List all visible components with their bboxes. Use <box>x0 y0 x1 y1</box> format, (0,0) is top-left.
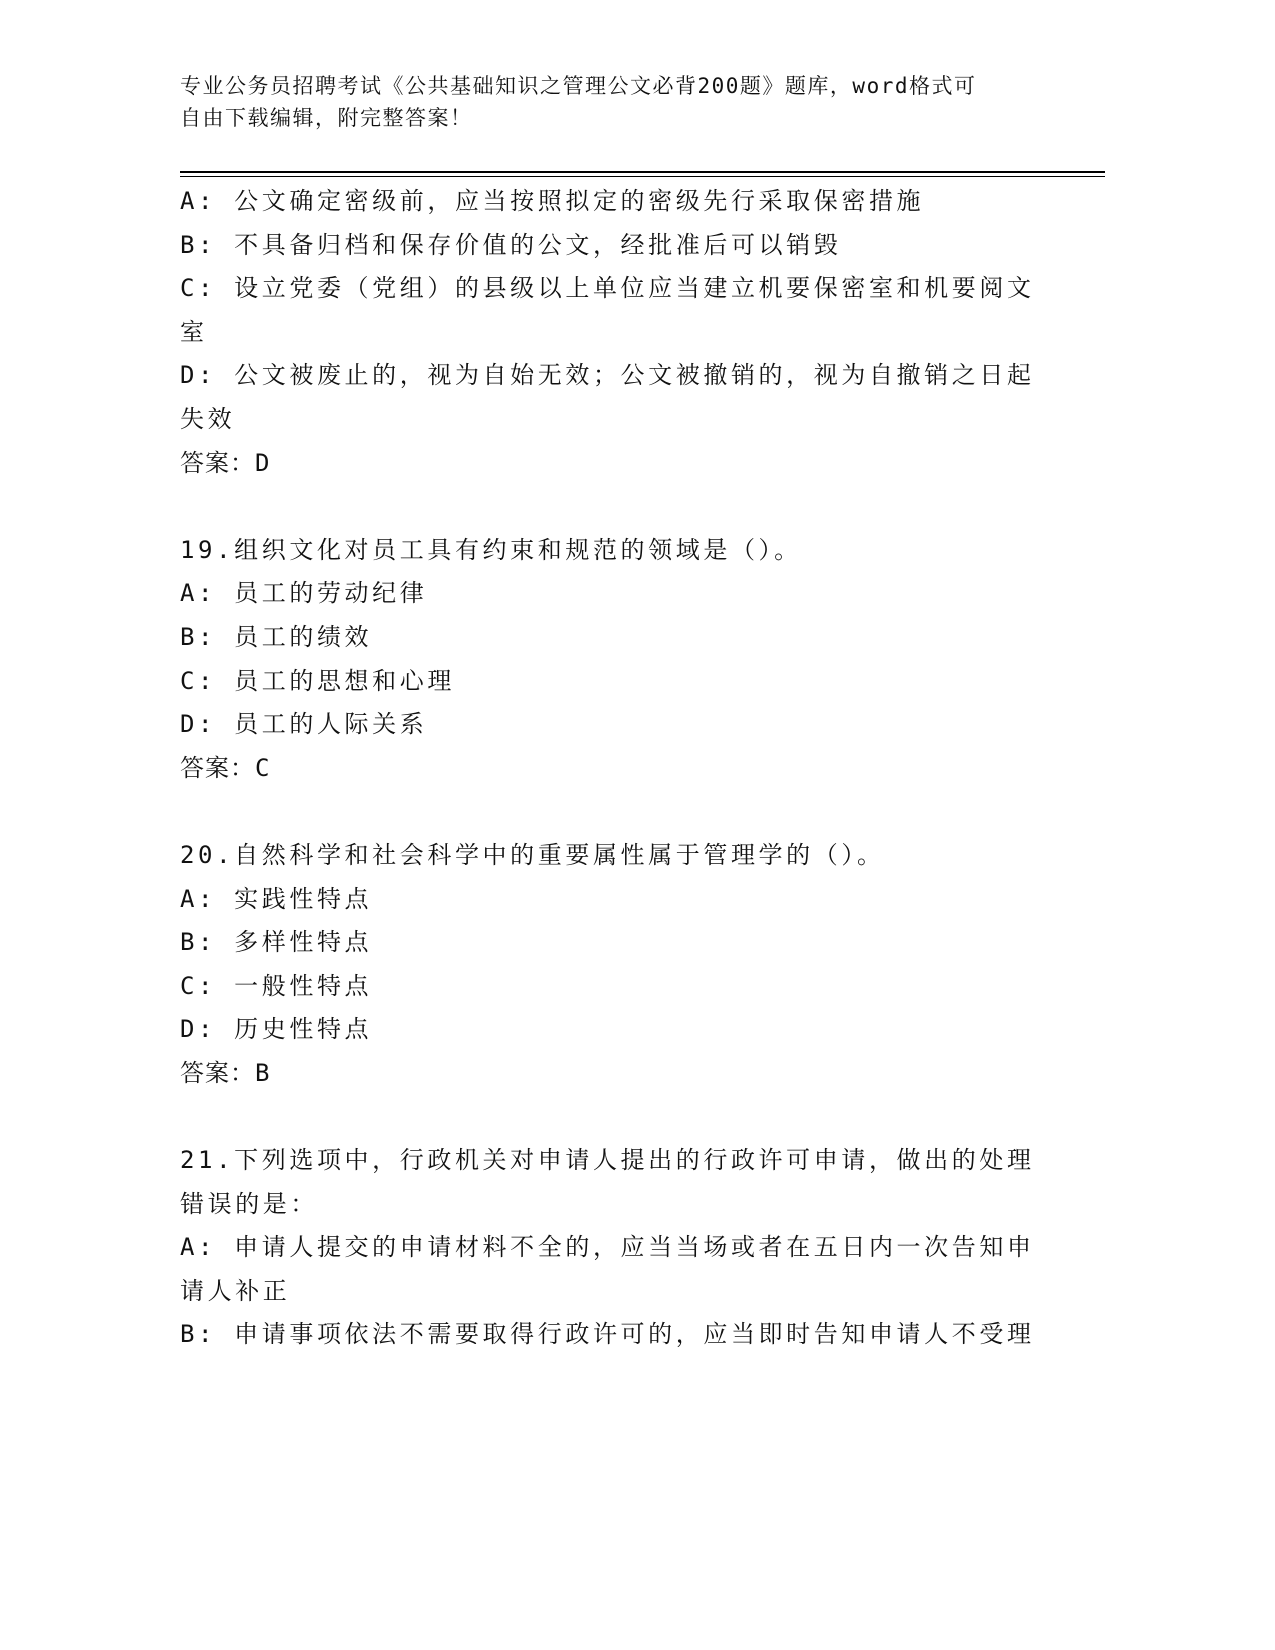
option-a: A: 员工的劳动纪律 <box>180 579 428 608</box>
option-b: B: 员工的绩效 <box>180 622 373 651</box>
option-a: A: 公文确定密级前，应当按照拟定的密级先行采取保密措施 <box>180 187 925 215</box>
question-21 <box>180 1139 1038 1357</box>
header-divider-thin <box>180 176 1105 177</box>
option-c: C: 一般性特点 <box>180 971 373 1000</box>
option-b: B: 申请事项依法不需要取得行政许可的，应当即时告知申请人不受理 <box>180 1320 1035 1349</box>
document-body <box>180 180 1038 1357</box>
option-b: B: 多样性特点 <box>180 928 373 957</box>
document-header <box>180 70 1040 134</box>
option-c: C: 员工的思想和心理 <box>180 666 455 695</box>
question-text: 19.组织文化对员工具有约束和规范的领域是（）。 <box>180 535 802 564</box>
answer: 答案：B <box>180 1058 271 1087</box>
option-a: A: 实践性特点 <box>180 884 373 913</box>
question-19 <box>180 529 1038 791</box>
question-18 <box>180 180 1038 485</box>
header-line-2: 自由下载编辑，附完整答案！ <box>180 106 473 130</box>
option-a: A: 申请人提交的申请材料不全的，应当当场或者在五日内一次告知申请人补正 <box>180 1233 1035 1305</box>
option-d: D: 公文被废止的，视为自始无效；公文被撤销的，视为自撤销之日起失效 <box>180 361 1035 433</box>
answer: 答案：C <box>180 753 271 782</box>
question-text: 20.自然科学和社会科学中的重要属性属于管理学的（）。 <box>180 840 885 869</box>
option-d: D: 历史性特点 <box>180 1015 373 1044</box>
option-d: D: 员工的人际关系 <box>180 710 428 739</box>
answer: 答案：D <box>180 448 271 477</box>
option-b: B: 不具备归档和保存价值的公文，经批准后可以销毁 <box>180 230 842 259</box>
option-c: C: 设立党委（党组）的县级以上单位应当建立机要保密室和机要阅文室 <box>180 274 1035 346</box>
header-line-1: 专业公务员招聘考试《公共基础知识之管理公文必背200题》题库，word格式可 <box>180 74 977 98</box>
question-20 <box>180 834 1038 1096</box>
question-text: 21.下列选项中，行政机关对申请人提出的行政许可申请，做出的处理错误的是： <box>180 1146 1035 1218</box>
header-divider <box>180 171 1105 173</box>
